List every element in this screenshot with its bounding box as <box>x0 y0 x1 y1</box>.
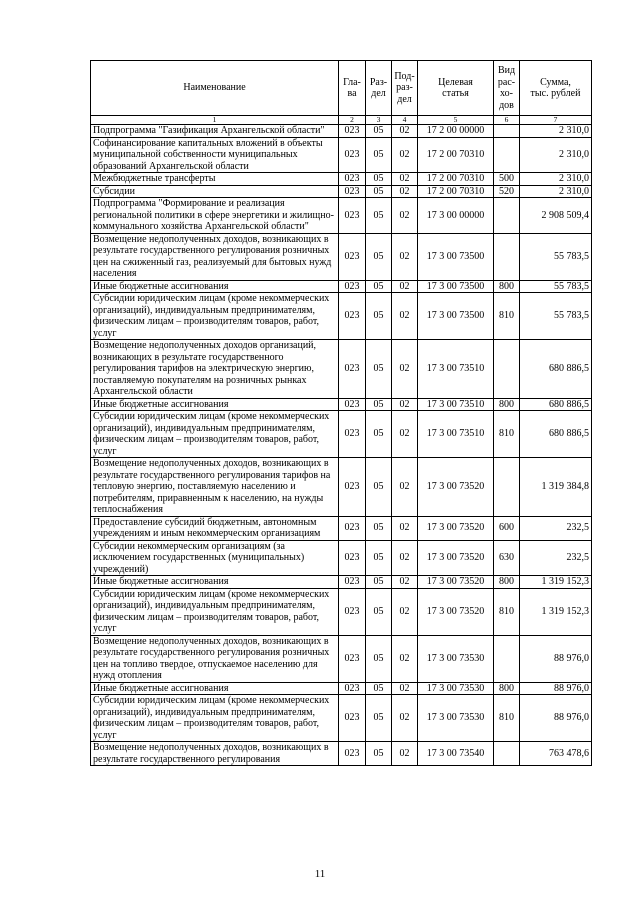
row-podrazdel: 02 <box>392 340 418 399</box>
row-podrazdel: 02 <box>392 198 418 234</box>
row-glava: 023 <box>339 198 366 234</box>
budget-table <box>90 60 592 766</box>
table-row <box>91 137 592 173</box>
row-name: Возмещение недополученных доходов, возникающих в результате государственного регулирования розничных цен на сжиженный газ, реализуемый для бытовых нужд населения <box>91 233 339 280</box>
row-name: Субсидии юридическим лицам (кроме некоммерческих организаций), индивидуальным предпринимателям, физическим лицам – производителям товаров, работ, услуг <box>91 411 339 458</box>
column-number: 7 <box>520 116 592 125</box>
row-statya: 17 3 00 73530 <box>418 682 494 695</box>
row-summa: 763 478,6 <box>520 742 592 766</box>
table-row <box>91 742 592 766</box>
row-glava: 023 <box>339 695 366 742</box>
row-summa: 232,5 <box>520 516 592 540</box>
row-razdel: 05 <box>366 198 392 234</box>
column-number-row <box>91 116 592 125</box>
row-statya: 17 3 00 73510 <box>418 340 494 399</box>
row-statya: 17 3 00 73520 <box>418 458 494 517</box>
row-glava: 023 <box>339 125 366 138</box>
column-number: 6 <box>494 116 520 125</box>
row-razdel: 05 <box>366 293 392 340</box>
row-summa: 55 783,5 <box>520 233 592 280</box>
row-glava: 023 <box>339 742 366 766</box>
row-summa: 680 886,5 <box>520 398 592 411</box>
row-razdel: 05 <box>366 125 392 138</box>
row-name: Возмещение недополученных доходов, возникающих в результате государственного регулирования розничных цен на топливо твердое, отпускаемое населению для нужд отопления <box>91 635 339 682</box>
row-razdel: 05 <box>366 695 392 742</box>
row-summa: 88 976,0 <box>520 682 592 695</box>
row-glava: 023 <box>339 185 366 198</box>
row-glava: 023 <box>339 635 366 682</box>
row-statya: 17 3 00 73500 <box>418 293 494 340</box>
row-vid: 630 <box>494 540 520 576</box>
row-statya: 17 3 00 73510 <box>418 398 494 411</box>
row-glava: 023 <box>339 458 366 517</box>
row-podrazdel: 02 <box>392 635 418 682</box>
column-number: 1 <box>91 116 339 125</box>
row-vid <box>494 125 520 138</box>
row-vid <box>494 233 520 280</box>
row-glava: 023 <box>339 280 366 293</box>
column-number: 4 <box>392 116 418 125</box>
row-name: Субсидии некоммерческим организациям (за исключением государственных (муниципальных) учреждений) <box>91 540 339 576</box>
row-vid: 600 <box>494 516 520 540</box>
header-vid: Вид рас- хо- дов <box>494 61 520 116</box>
row-statya: 17 3 00 73540 <box>418 742 494 766</box>
table-row <box>91 540 592 576</box>
row-statya: 17 3 00 73510 <box>418 411 494 458</box>
row-statya: 17 3 00 73500 <box>418 233 494 280</box>
row-razdel: 05 <box>366 682 392 695</box>
row-glava: 023 <box>339 682 366 695</box>
row-statya: 17 3 00 73530 <box>418 635 494 682</box>
row-name: Предоставление субсидий бюджетным, автономным учреждениям и иным некоммерческим организациям <box>91 516 339 540</box>
page-number: 11 <box>314 868 326 880</box>
row-razdel: 05 <box>366 635 392 682</box>
table-row <box>91 411 592 458</box>
row-summa: 1 319 152,3 <box>520 588 592 635</box>
table-row <box>91 125 592 138</box>
row-glava: 023 <box>339 233 366 280</box>
table-body <box>91 125 592 766</box>
row-summa: 2 310,0 <box>520 173 592 186</box>
row-name: Иные бюджетные ассигнования <box>91 398 339 411</box>
row-vid <box>494 340 520 399</box>
table-row <box>91 695 592 742</box>
row-name: Подпрограмма "Газификация Архангельской области" <box>91 125 339 138</box>
row-name: Субсидии юридическим лицам (кроме некоммерческих организаций), индивидуальным предпринимателям, физическим лицам – производителям товаров, работ, услуг <box>91 293 339 340</box>
row-vid: 800 <box>494 682 520 695</box>
row-name: Иные бюджетные ассигнования <box>91 576 339 589</box>
row-name: Межбюджетные трансферты <box>91 173 339 186</box>
row-razdel: 05 <box>366 576 392 589</box>
row-glava: 023 <box>339 576 366 589</box>
row-summa: 55 783,5 <box>520 280 592 293</box>
column-number: 3 <box>366 116 392 125</box>
header-glava: Гла- ва <box>339 61 366 116</box>
row-podrazdel: 02 <box>392 458 418 517</box>
table-row <box>91 280 592 293</box>
row-podrazdel: 02 <box>392 540 418 576</box>
row-summa: 55 783,5 <box>520 293 592 340</box>
row-summa: 232,5 <box>520 540 592 576</box>
row-glava: 023 <box>339 137 366 173</box>
row-vid: 810 <box>494 695 520 742</box>
row-statya: 17 2 00 70310 <box>418 137 494 173</box>
column-number: 2 <box>339 116 366 125</box>
row-statya: 17 3 00 73520 <box>418 588 494 635</box>
row-podrazdel: 02 <box>392 137 418 173</box>
row-vid: 810 <box>494 411 520 458</box>
row-razdel: 05 <box>366 173 392 186</box>
row-name: Субсидии юридическим лицам (кроме некоммерческих организаций), индивидуальным предпринимателям, физическим лицам – производителям товаров, работ, услуг <box>91 588 339 635</box>
row-name: Подпрограмма "Формирование и реализация региональной политики в сфере энергетики и жилищно-коммунального хозяйства Архангельской области" <box>91 198 339 234</box>
row-podrazdel: 02 <box>392 233 418 280</box>
row-name: Иные бюджетные ассигнования <box>91 280 339 293</box>
row-podrazdel: 02 <box>392 588 418 635</box>
row-vid: 520 <box>494 185 520 198</box>
row-statya: 17 3 00 73520 <box>418 516 494 540</box>
table-row <box>91 198 592 234</box>
row-razdel: 05 <box>366 540 392 576</box>
table-row <box>91 293 592 340</box>
row-vid <box>494 742 520 766</box>
row-vid: 800 <box>494 280 520 293</box>
row-razdel: 05 <box>366 137 392 173</box>
row-razdel: 05 <box>366 340 392 399</box>
row-glava: 023 <box>339 293 366 340</box>
row-vid: 500 <box>494 173 520 186</box>
table-row <box>91 576 592 589</box>
row-glava: 023 <box>339 173 366 186</box>
row-glava: 023 <box>339 340 366 399</box>
row-razdel: 05 <box>366 458 392 517</box>
row-name: Возмещение недополученных доходов организаций, возникающих в результате государственного регулирования тарифов на электрическую энергию, поставляемую покупателям на розничных рынках Архангельской области <box>91 340 339 399</box>
row-vid: 810 <box>494 293 520 340</box>
row-vid: 800 <box>494 576 520 589</box>
row-statya: 17 3 00 00000 <box>418 198 494 234</box>
row-summa: 2 908 509,4 <box>520 198 592 234</box>
row-podrazdel: 02 <box>392 173 418 186</box>
row-podrazdel: 02 <box>392 293 418 340</box>
row-podrazdel: 02 <box>392 280 418 293</box>
row-razdel: 05 <box>366 411 392 458</box>
row-razdel: 05 <box>366 588 392 635</box>
table-row <box>91 173 592 186</box>
row-podrazdel: 02 <box>392 516 418 540</box>
row-summa: 680 886,5 <box>520 411 592 458</box>
table-row <box>91 458 592 517</box>
row-podrazdel: 02 <box>392 398 418 411</box>
header-row <box>91 61 592 116</box>
row-summa: 88 976,0 <box>520 695 592 742</box>
header-podrazdel: Под- раз- дел <box>392 61 418 116</box>
row-podrazdel: 02 <box>392 125 418 138</box>
row-vid <box>494 458 520 517</box>
row-podrazdel: 02 <box>392 695 418 742</box>
row-name: Возмещение недополученных доходов, возникающих в результате государственного регулирования тарифов на тепловую энергию, поставляемую населению и потребителям, приравненным к населению, на нужды теплоснабжения <box>91 458 339 517</box>
row-vid <box>494 137 520 173</box>
row-name: Возмещение недополученных доходов, возникающих в результате государственного регулирования <box>91 742 339 766</box>
table-row <box>91 398 592 411</box>
row-summa: 1 319 384,8 <box>520 458 592 517</box>
header-summa: Сумма, тыс. рублей <box>520 61 592 116</box>
row-vid: 810 <box>494 588 520 635</box>
row-summa: 88 976,0 <box>520 635 592 682</box>
row-glava: 023 <box>339 411 366 458</box>
table-row <box>91 233 592 280</box>
row-razdel: 05 <box>366 742 392 766</box>
row-statya: 17 3 00 73530 <box>418 695 494 742</box>
table-row <box>91 185 592 198</box>
row-podrazdel: 02 <box>392 682 418 695</box>
row-statya: 17 2 00 70310 <box>418 185 494 198</box>
row-statya: 17 2 00 70310 <box>418 173 494 186</box>
row-statya: 17 2 00 00000 <box>418 125 494 138</box>
row-podrazdel: 02 <box>392 576 418 589</box>
row-razdel: 05 <box>366 398 392 411</box>
table-row <box>91 682 592 695</box>
row-glava: 023 <box>339 398 366 411</box>
row-podrazdel: 02 <box>392 742 418 766</box>
row-summa: 2 310,0 <box>520 185 592 198</box>
row-summa: 680 886,5 <box>520 340 592 399</box>
row-glava: 023 <box>339 540 366 576</box>
row-podrazdel: 02 <box>392 411 418 458</box>
row-razdel: 05 <box>366 185 392 198</box>
row-statya: 17 3 00 73520 <box>418 576 494 589</box>
header-name: Наименование <box>91 61 339 116</box>
row-vid <box>494 635 520 682</box>
row-name: Софинансирование капитальных вложений в объекты муниципальной собственности муниципальных образований Архангельской области <box>91 137 339 173</box>
row-summa: 2 310,0 <box>520 137 592 173</box>
row-podrazdel: 02 <box>392 185 418 198</box>
row-name: Субсидии юридическим лицам (кроме некоммерческих организаций), индивидуальным предпринимателям, физическим лицам – производителям товаров, работ, услуг <box>91 695 339 742</box>
row-statya: 17 3 00 73500 <box>418 280 494 293</box>
row-summa: 1 319 152,3 <box>520 576 592 589</box>
row-name: Иные бюджетные ассигнования <box>91 682 339 695</box>
row-razdel: 05 <box>366 233 392 280</box>
column-number: 5 <box>418 116 494 125</box>
row-name: Субсидии <box>91 185 339 198</box>
row-statya: 17 3 00 73520 <box>418 540 494 576</box>
row-glava: 023 <box>339 516 366 540</box>
header-razdel: Раз- дел <box>366 61 392 116</box>
table-row <box>91 516 592 540</box>
row-razdel: 05 <box>366 516 392 540</box>
row-vid <box>494 198 520 234</box>
table-row <box>91 340 592 399</box>
row-vid: 800 <box>494 398 520 411</box>
table-row <box>91 588 592 635</box>
row-razdel: 05 <box>366 280 392 293</box>
row-summa: 2 310,0 <box>520 125 592 138</box>
row-glava: 023 <box>339 588 366 635</box>
header-statya: Целевая статья <box>418 61 494 116</box>
table-row <box>91 635 592 682</box>
